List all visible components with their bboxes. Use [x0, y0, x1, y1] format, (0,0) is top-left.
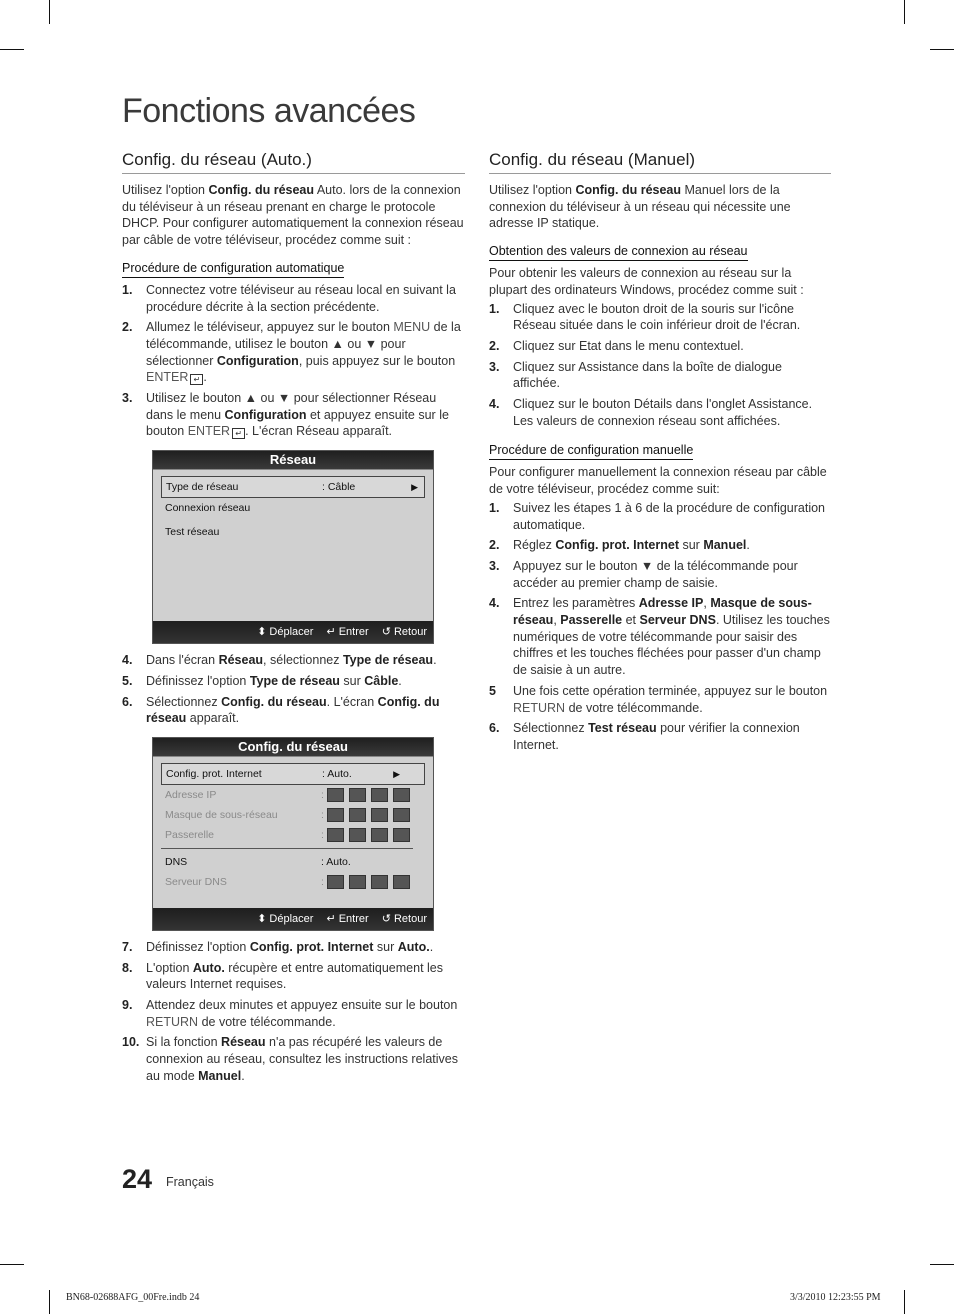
osd-row-gateway[interactable]: Passerelle : [161, 825, 425, 845]
list-item: 4. Entrez les paramètres Adresse IP, Masque de sous-réseau, Passerelle et Serveur DNS. Utilisez les touches numériques de votre télécommande pour saisir des chiffres et les touches fléchées pour passer d'un champ de saisie à un autre. [489, 596, 830, 678]
list-item: 1. Connectez votre téléviseur au réseau local en suivant la procédure décrite à la section précédente. [122, 282, 456, 314]
right-column [489, 150, 831, 758]
list-item: 3. Cliquez sur Assistance dans la boîte de dialogue affichée. [489, 359, 782, 391]
return-icon: ↺ [381, 912, 391, 925]
enter-icon: ↵ [326, 626, 336, 639]
osd-row-ip-address[interactable]: Adresse IP : [161, 785, 425, 805]
subheading-manual-procedure: Procédure de configuration manuelle [489, 443, 693, 460]
osd-title: Réseau [153, 451, 433, 470]
crop-mark [49, 0, 50, 24]
steps-obtain [489, 301, 831, 430]
osd-row-ip-protocol[interactable]: Config. prot. Internet : Auto. ▶ [161, 763, 425, 785]
steps-auto-2 [122, 652, 465, 727]
list-item: 2. Cliquez sur Etat dans le menu contextuel. [489, 338, 744, 353]
enter-icon: ↵ [232, 428, 245, 439]
osd-row-dns-server[interactable]: Serveur DNS : [161, 872, 425, 892]
crop-mark [904, 0, 905, 24]
left-column [122, 150, 465, 1089]
list-item: 7. Définissez l'option Config. prot. Internet sur Auto.. [122, 939, 434, 954]
crop-mark [930, 49, 954, 50]
move-icon: ⬍ [257, 912, 267, 925]
divider [161, 848, 413, 849]
steps-manual [489, 500, 831, 754]
move-icon: ⬍ [257, 626, 267, 639]
arrow-right-icon: ▶ [411, 482, 418, 493]
list-item: 4. Dans l'écran Réseau, sélectionnez Type de réseau. [122, 653, 437, 668]
arrow-right-icon: ▶ [393, 768, 400, 779]
crop-mark [0, 1264, 24, 1265]
language-label: Français [166, 1175, 214, 1189]
list-item: 5. Définissez l'option Type de réseau sur Câble. [122, 673, 402, 688]
crop-mark [49, 1290, 50, 1314]
return-icon: ↺ [381, 626, 391, 639]
crop-mark [904, 1290, 905, 1314]
osd-row-dns[interactable]: DNS : Auto. [165, 855, 351, 868]
crop-mark [0, 49, 24, 50]
date-slug: 3/3/2010 12:23:55 PM [790, 1292, 881, 1303]
osd-network-screen [152, 450, 434, 644]
paragraph: Pour obtenir les valeurs de connexion au réseau sur la plupart des ordinateurs Windows, procédez comme suit : [489, 266, 804, 297]
steps-auto-3 [122, 939, 465, 1085]
list-item: 10. Si la fonction Réseau n'a pas récupéré les valeurs de connexion au réseau, consultez les instructions relatives au mode Manuel. [122, 1035, 458, 1083]
list-item: 1. Suivez les étapes 1 à 6 de la procédure de configuration automatique. [489, 500, 826, 532]
list-item: 2. Allumez le téléviseur, appuyez sur le bouton MENU de la télécommande, utilisez le bouton ▲ ou ▼ pour sélectionner Configuration, puis appuyez sur le bouton ENTER ↵ . [122, 320, 461, 385]
osd-row-network-test[interactable]: Test réseau [165, 526, 220, 539]
list-item: 8. L'option Auto. récupère et entre automatiquement les valeurs Internet requises. [122, 960, 443, 992]
osd-title: Config. du réseau [153, 738, 433, 757]
list-item: 6. Sélectionnez Config. du réseau. L'écran Config. du réseau apparaît. [122, 694, 440, 726]
enter-icon: ↵ [326, 912, 336, 925]
subheading-obtain-values: Obtention des valeurs de connexion au réseau [489, 244, 748, 261]
list-item: 5 Une fois cette opération terminée, appuyez sur le bouton RETURN de votre télécommande. [489, 683, 828, 715]
osd-footer: ⬍ Déplacer ↵ Entrer ↺ Retour [153, 621, 433, 643]
steps-auto-1 [122, 282, 465, 440]
osd-row-network-type[interactable]: Type de réseau : Câble ▶ [161, 476, 425, 498]
osd-row-subnet-mask[interactable]: Masque de sous-réseau : [161, 805, 425, 825]
section-heading-auto: Config. du réseau (Auto.) [122, 150, 465, 174]
osd-row-network-connection[interactable]: Connexion réseau [165, 502, 251, 515]
intro-auto: Utilisez l'option Config. du réseau Auto. lors de la connexion du téléviseur à un réseau prenant en charge le protocole DHCP. Pour configurer automatiquement la connexion réseau par câble de votre téléviseur, procédez comme suit : [122, 183, 464, 248]
page-title: Fonctions avancées [122, 92, 416, 130]
intro-manual: Utilisez l'option Config. du réseau Manuel lors de la connexion du téléviseur à un réseau qui nécessite une adresse IP statique. [489, 183, 791, 231]
section-heading-manual: Config. du réseau (Manuel) [489, 150, 831, 174]
list-item: 3. Utilisez le bouton ▲ ou ▼ pour sélectionner Réseau dans le menu Configuration et appuyez ensuite sur le bouton ENTER ↵ . L'écran Réseau apparaît. [122, 391, 449, 439]
list-item: 6. Sélectionnez Test réseau pour vérifier la connexion Internet. [489, 721, 800, 752]
list-item: 9. Attendez deux minutes et appuyez ensuite sur le bouton RETURN de votre télécommande. [122, 998, 458, 1029]
paragraph: Pour configurer manuellement la connexion réseau par câble de votre téléviseur, procédez comme suit: [489, 465, 827, 497]
list-item: 3. Appuyez sur le bouton ▼ de la télécommande pour accéder au premier champ de saisie. [489, 558, 798, 590]
list-item: 4. Cliquez sur le bouton Détails dans l'onglet Assistance. Les valeurs de connexion réseau sont affichées. [489, 397, 813, 428]
page-number: 24 [122, 1164, 153, 1194]
osd-footer: ⬍ Déplacer ↵ Entrer ↺ Retour [153, 908, 433, 930]
crop-mark [930, 1264, 954, 1265]
file-slug: BN68-02688AFG_00Fre.indb 24 [66, 1292, 200, 1303]
list-item: 2. Réglez Config. prot. Internet sur Manuel. [489, 538, 750, 553]
list-item: 1. Cliquez avec le bouton droit de la souris sur l'icône Réseau située dans le coin inférieur droit de l'écran. [489, 301, 801, 333]
subheading-auto: Procédure de configuration automatique [122, 261, 344, 278]
osd-network-config-screen [152, 737, 434, 931]
enter-icon: ↵ [190, 374, 203, 385]
